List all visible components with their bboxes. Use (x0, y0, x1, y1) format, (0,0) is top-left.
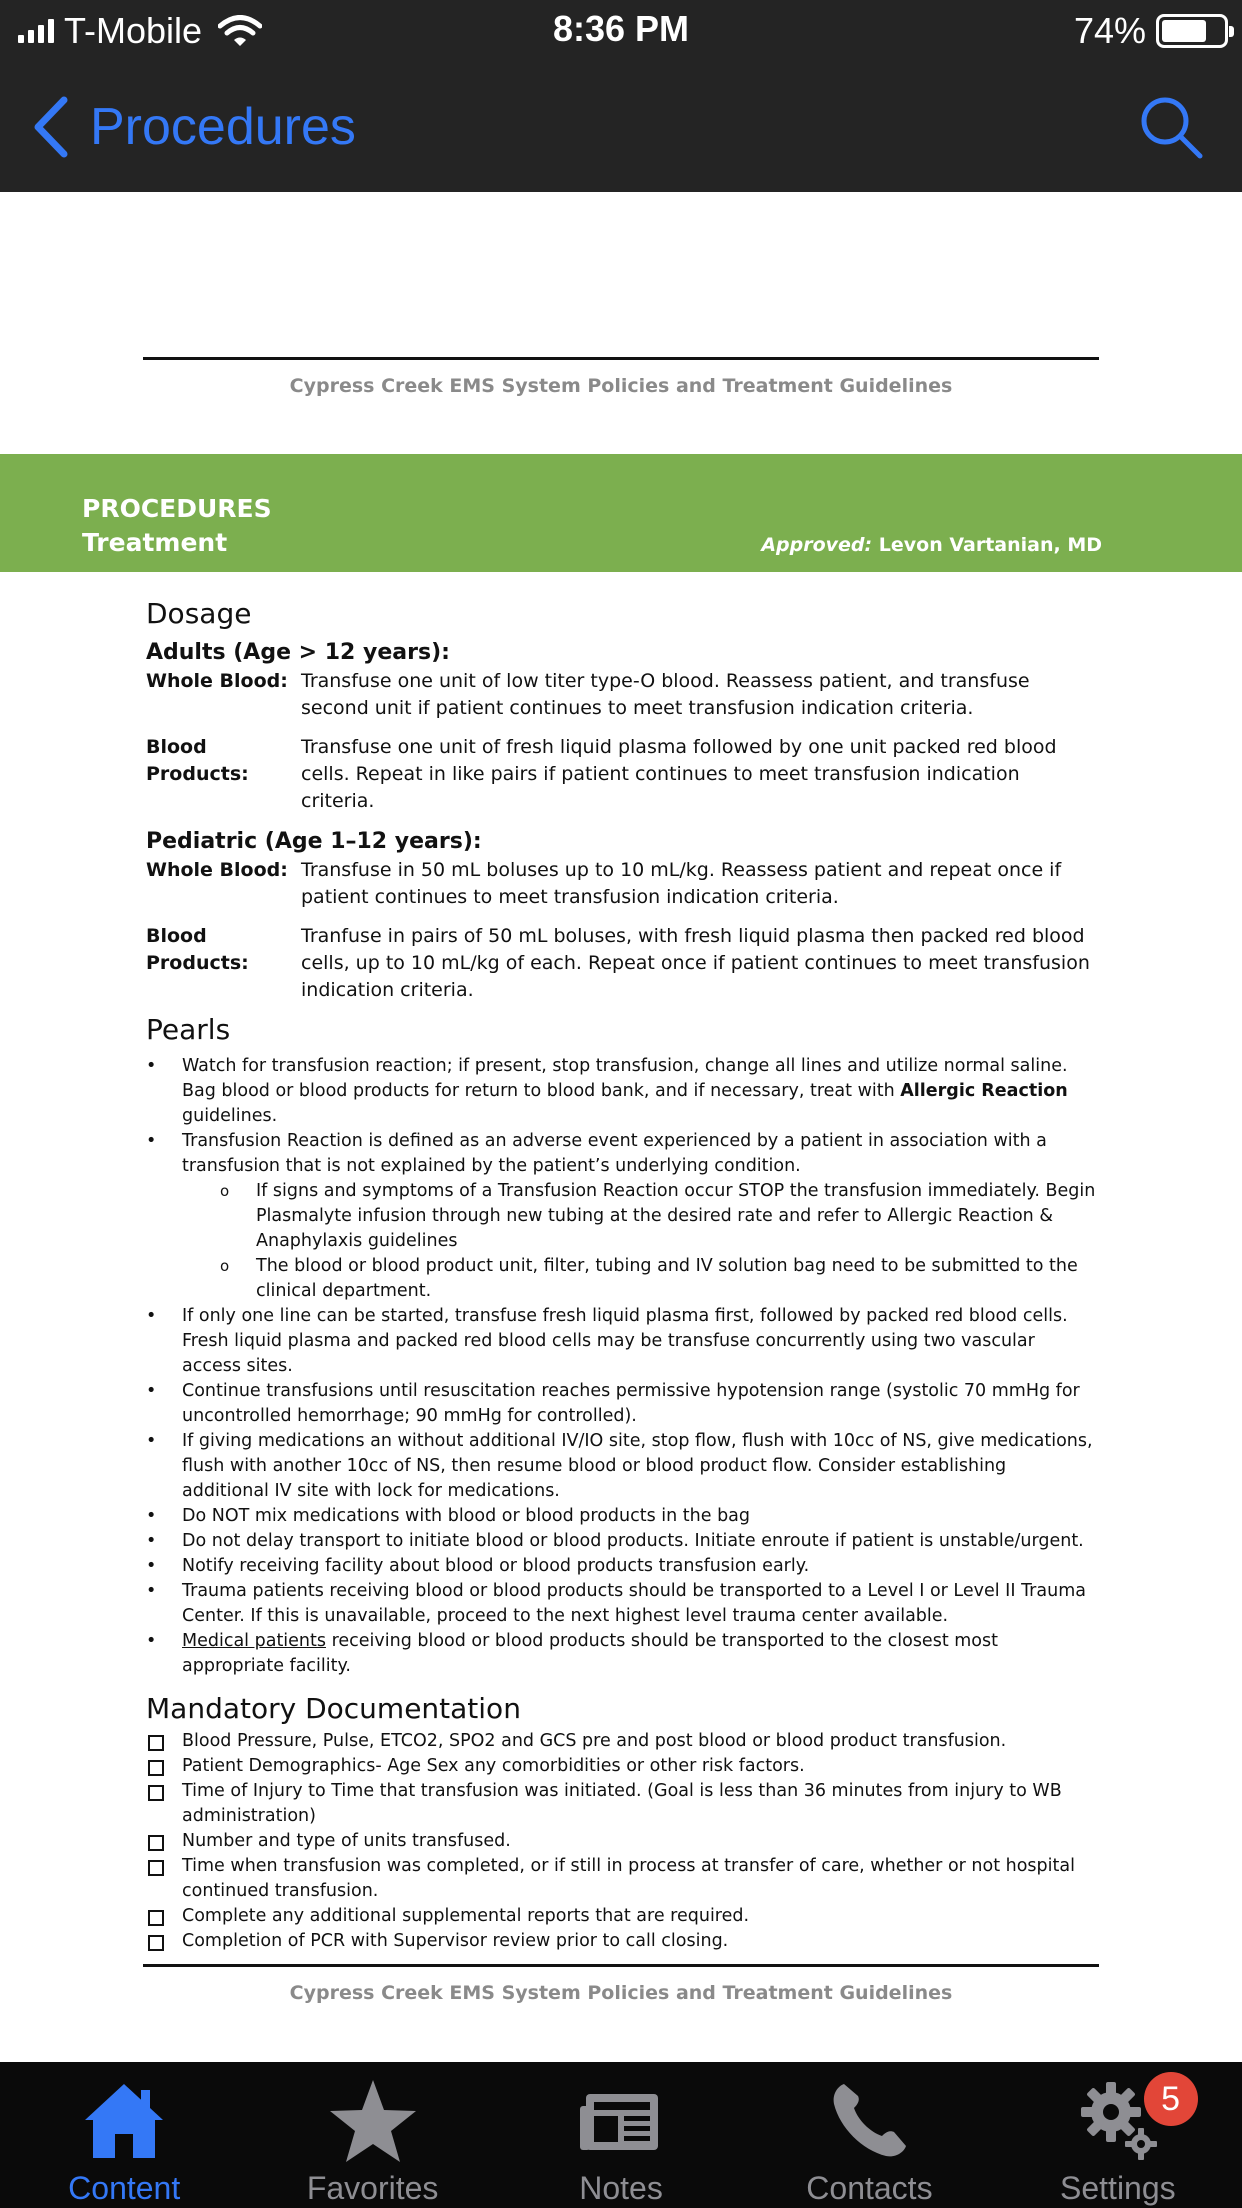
pearl-text: receiving blood or blood products should be transported to the closest most appropriate facility. (182, 1631, 998, 1676)
list-item (146, 1629, 1096, 1679)
sub-list (220, 1179, 1096, 1304)
list-item: • If giving medications an without additional IV/IO site, stop flow, flush with 10cc of NS, give medications, flush with another 10cc of NS, then resume blood or blood product flow. Consider establishing additional IV site with lock for medications. (146, 1429, 1096, 1504)
dose-label: Whole Blood: (146, 859, 288, 881)
list-item: • Continue transfusions until resuscitation reaches permissive hypotension range (systolic 70 mmHg for uncontrolled hemorrhage; 90 mmHg for controlled). (146, 1379, 1096, 1429)
dose-label: Whole Blood: (146, 670, 288, 692)
list-item (146, 1129, 1096, 1304)
checklist-item: Time when transfusion was completed, or if still in process at transfer of care, whether or not hospital continued transfusion. (146, 1854, 1096, 1904)
dosage-heading: Dosage (146, 597, 252, 630)
mandatory-heading: Mandatory Documentation (146, 1692, 521, 1725)
medical-patients-link[interactable]: Medical patients (182, 1631, 326, 1651)
tab-settings[interactable] (994, 2062, 1242, 2208)
star-icon (328, 2076, 418, 2166)
dose-text: Transfuse in 50 mL boluses up to 10 mL/kg. Reassess patient and repeat once if patient continues to meet transfusion indication criteria. (301, 859, 1062, 908)
battery-fill (1162, 20, 1206, 42)
pearls-heading: Pearls (146, 1013, 231, 1046)
list-item: • If only one line can be started, transfuse fresh liquid plasma first, followed by packed red blood cells. Fresh liquid plasma and packed red blood cells may be transfuse concurrently using two vascular access sites. (146, 1304, 1096, 1379)
list-item (146, 1054, 1096, 1129)
tab-label: Favorites (306, 2170, 439, 2206)
dose-label: Blood Products: (146, 925, 249, 974)
pearl-text: Transfusion Reaction is defined as an adverse event experienced by a patient in association with a transfusion that is not explained by the patient’s underlying condition. (182, 1131, 1047, 1176)
tab-content[interactable] (0, 2062, 248, 2208)
navigation-bar (0, 62, 1242, 192)
tab-label: Content (68, 2170, 181, 2206)
list-item: • Do not delay transport to initiate blood or blood products. Initiate enroute if patient is unstable/urgent. (146, 1529, 1096, 1554)
tab-label: Contacts (806, 2170, 933, 2206)
adults-heading: Adults (Age > 12 years): (146, 640, 450, 665)
header-rule (143, 357, 1099, 360)
battery-percent: 74% (1073, 10, 1146, 51)
carrier-name: T-Mobile (64, 10, 203, 51)
checklist-item: Time of Injury to Time that transfusion was initiated. (Goal is less than 36 minutes from injury to WB administration) (146, 1779, 1096, 1829)
banner-subcategory: Treatment (82, 528, 228, 557)
checklist-item: Blood Pressure, Pulse, ETCO2, SPO2 and GCS pre and post blood or blood product transfusion. (146, 1729, 1096, 1754)
dose-label: Blood Products: (146, 736, 249, 785)
documentation-checklist (146, 1729, 1096, 1954)
pearl-text: Watch for transfusion reaction; if present, stop transfusion, change all lines and utilize normal saline. Bag blood or blood products for return to blood bank, and if necessary, treat with (182, 1056, 1068, 1101)
section-banner (0, 454, 1242, 572)
checklist-item: Completion of PCR with Supervisor review prior to call closing. (146, 1929, 1096, 1954)
house-icon (79, 2076, 169, 2166)
sub-list-item: o The blood or blood product unit, filter, tubing and IV solution bag need to be submitted to the clinical department. (220, 1254, 1096, 1304)
adult-blood-products-row (146, 734, 1096, 815)
document-content (146, 596, 1096, 1954)
list-item: • Trauma patients receiving blood or blood products should be transported to a Level I or Level II Trauma Center. If this is unavailable, proceed to the next highest level trauma center available. (146, 1579, 1096, 1629)
status-bar (0, 0, 1242, 62)
banner-category: PROCEDURES (82, 494, 272, 523)
status-time: 8:36 PM (552, 8, 690, 49)
tab-bar (0, 2062, 1242, 2208)
pediatric-heading: Pediatric (Age 1–12 years): (146, 829, 482, 854)
document-footer: Cypress Creek EMS System Policies and Treatment Guidelines (289, 1982, 953, 2004)
footer-rule (143, 1964, 1099, 1967)
sub-list-item: o If signs and symptoms of a Transfusion Reaction occur STOP the transfusion immediately. Begin Plasmalyte infusion through new tubing at the desired rate and refer to Allergic Reaction & Anaphylaxis guidelines (220, 1179, 1096, 1254)
dose-text: Transfuse one unit of fresh liquid plasma followed by one unit packed red blood cells. Repeat in like pairs if patient continues to meet transfusion indication criteria. (301, 736, 1057, 812)
tab-notes[interactable] (497, 2062, 745, 2208)
dose-text: Transfuse one unit of low titer type-O blood. Reassess patient, and transfuse second unit if patient continues to meet transfusion indication criteria. (301, 670, 1030, 719)
list-item: • Do NOT mix medications with blood or blood products in the bag (146, 1504, 1096, 1529)
status-right (1074, 10, 1228, 52)
pearl-text: guidelines. (182, 1106, 278, 1126)
document-header: Cypress Creek EMS System Policies and Treatment Guidelines (289, 375, 953, 397)
pediatric-blood-products-row (146, 923, 1096, 1004)
notification-badge: 5 (1144, 2072, 1198, 2126)
tab-label: Settings (1060, 2170, 1176, 2206)
tab-label: Notes (579, 2170, 663, 2206)
dose-text: Tranfuse in pairs of 50 mL boluses, with fresh liquid plasma then packed red blood cells, up to 10 mL/kg of each. Repeat once if patient continues to meet transfusion indication criteria. (301, 925, 1090, 1001)
checklist-item: Complete any additional supplemental reports that are required. (146, 1904, 1096, 1929)
phone-icon (824, 2076, 914, 2166)
chevron-left-icon (30, 94, 70, 160)
approved-name: Levon Vartanian, MD (878, 534, 1102, 556)
checklist-item: Patient Demographics- Age Sex any comorbidities or other risk factors. (146, 1754, 1096, 1779)
pearls-list (146, 1054, 1096, 1679)
back-button[interactable] (30, 92, 356, 162)
back-button-label: Procedures (90, 98, 356, 156)
list-item: • Notify receiving facility about blood or blood products transfusion early. (146, 1554, 1096, 1579)
battery-icon (1156, 14, 1228, 48)
tab-contacts[interactable] (745, 2062, 993, 2208)
pediatric-whole-blood-row (146, 857, 1096, 911)
checklist-item: Number and type of units transfused. (146, 1829, 1096, 1854)
search-icon[interactable] (1138, 94, 1204, 160)
newspaper-icon (576, 2076, 666, 2166)
approval-line (761, 534, 1102, 556)
adult-whole-blood-row (146, 668, 1096, 722)
approved-label: Approved: (761, 534, 873, 556)
battery-cap (1229, 26, 1234, 37)
tab-favorites[interactable] (248, 2062, 496, 2208)
allergic-reaction-ref: Allergic Reaction (900, 1081, 1068, 1101)
document-page (0, 192, 1242, 2062)
